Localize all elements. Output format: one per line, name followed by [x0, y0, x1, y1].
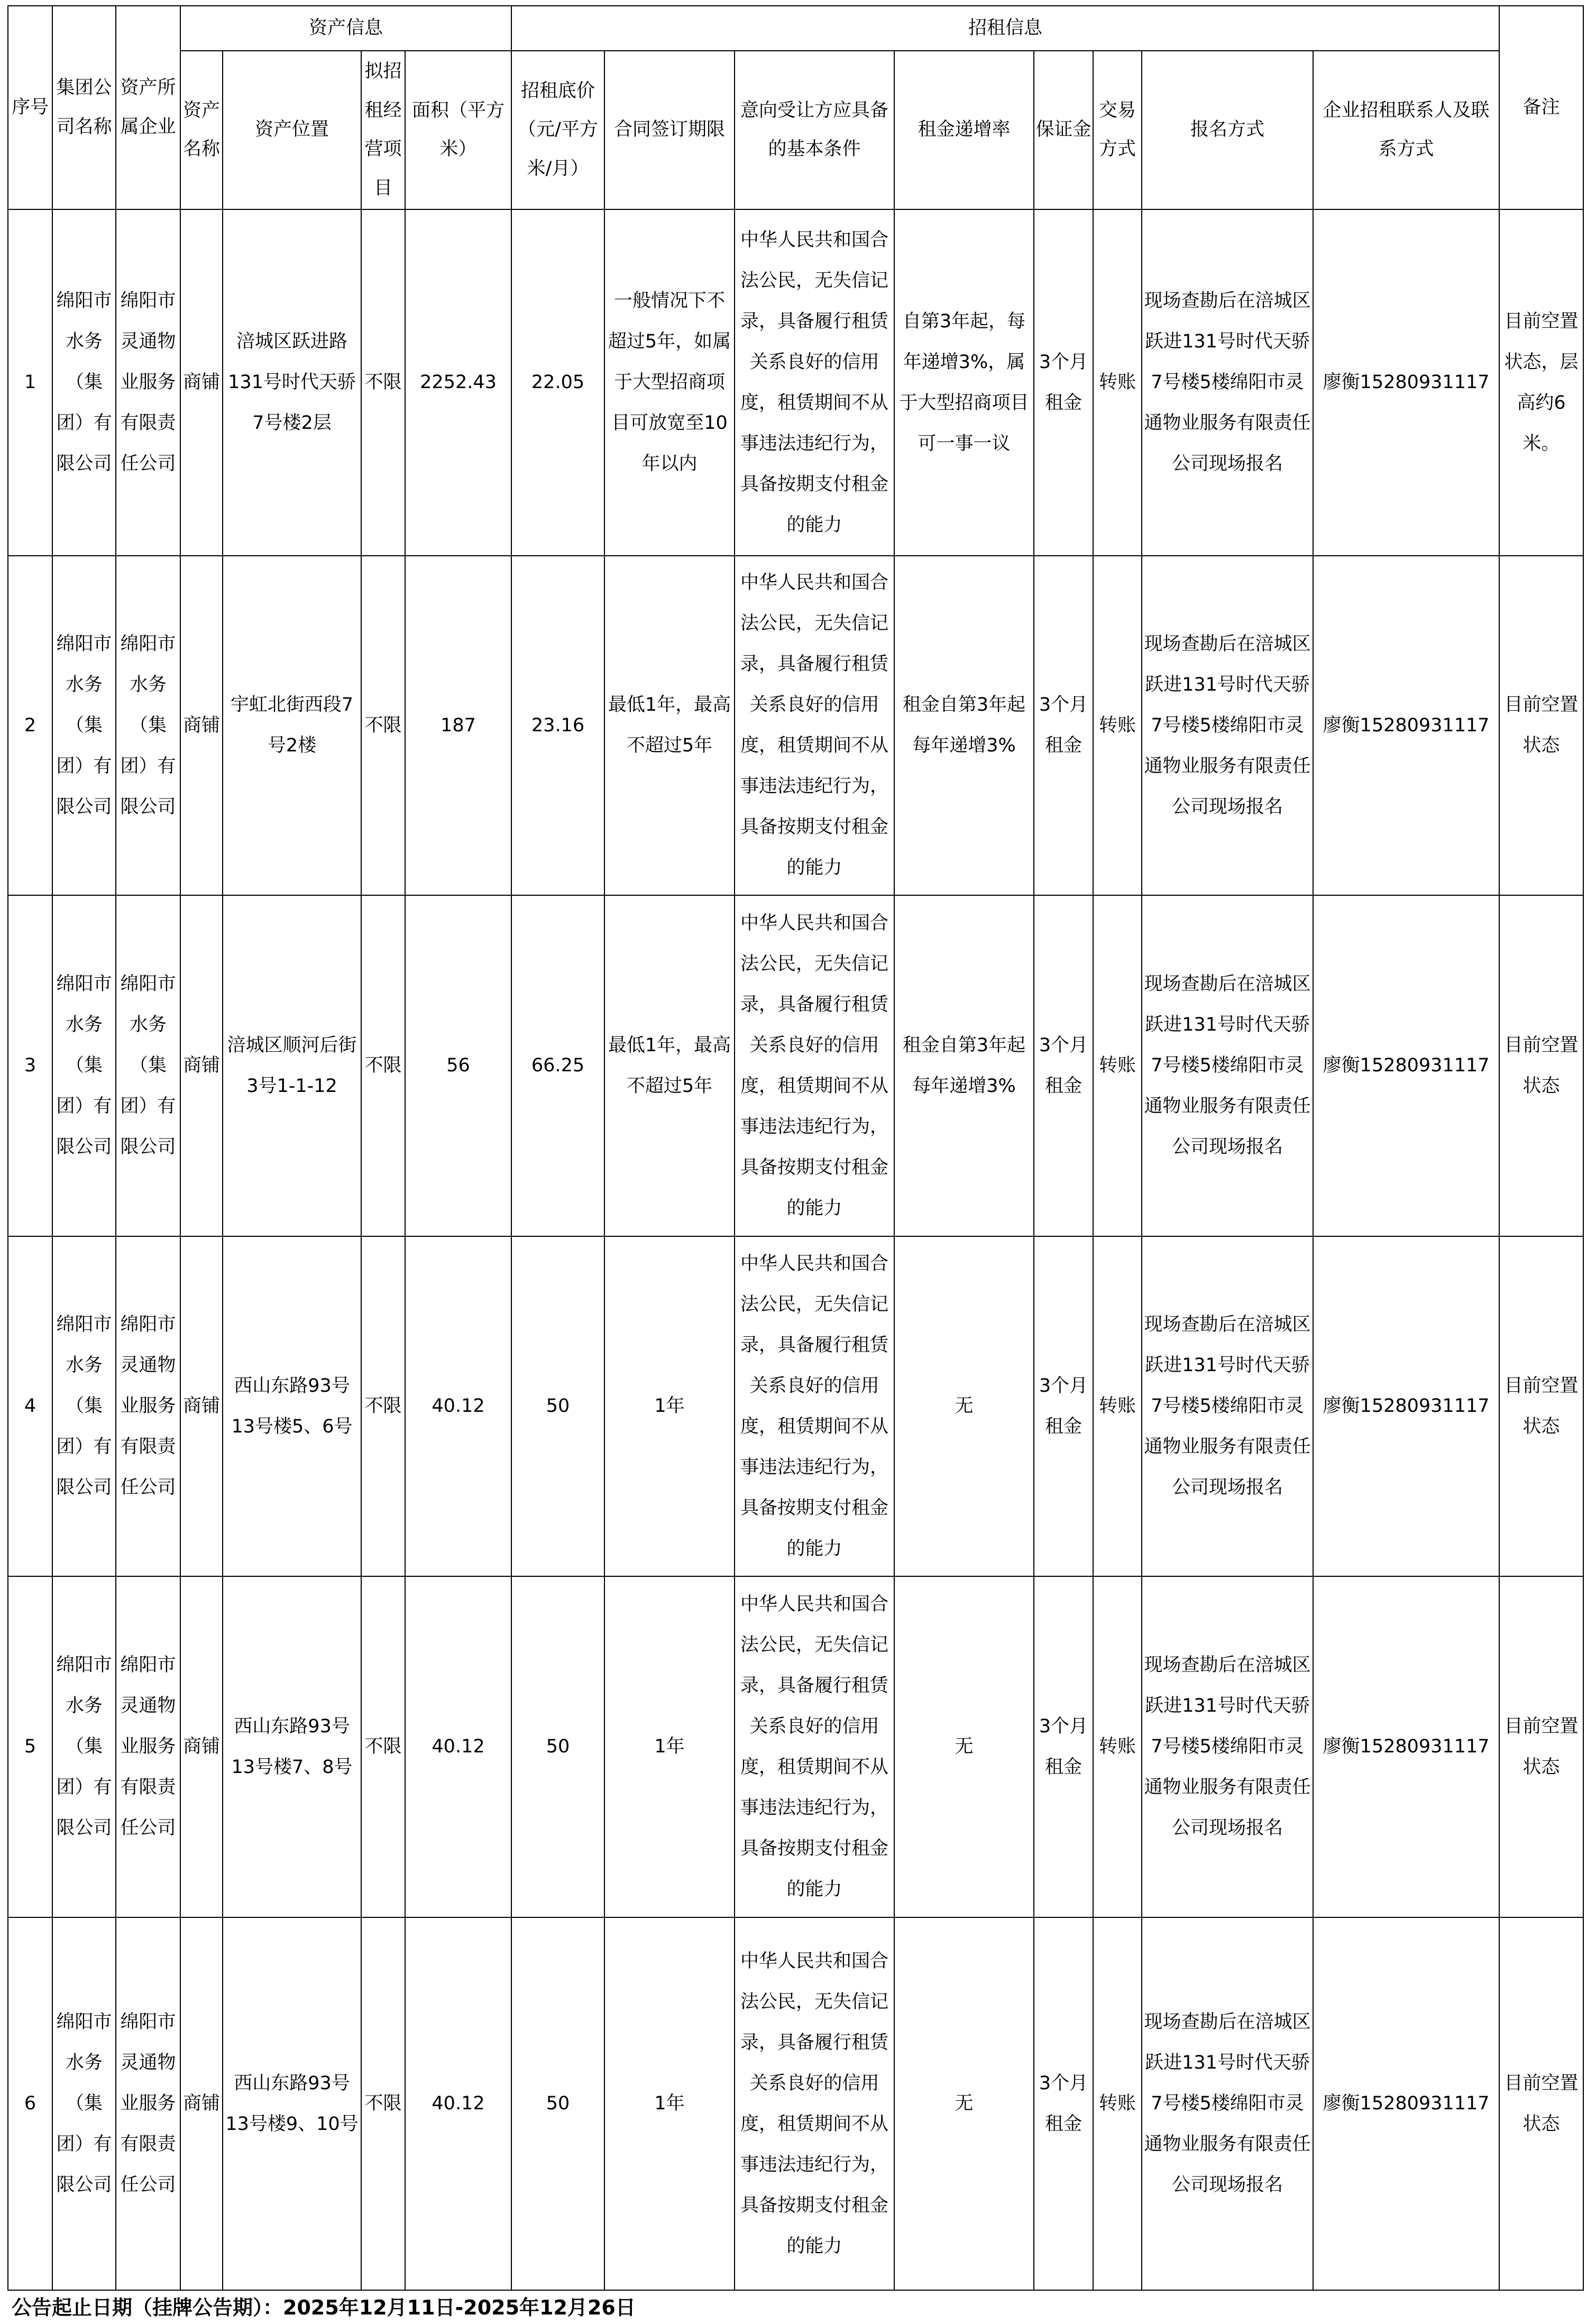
cell-contract-term: 1年 [604, 1917, 735, 2290]
cell-group-company: 绵阳市水务（集团）有限公司 [52, 209, 116, 556]
cell-deposit: 3个月租金 [1034, 556, 1093, 895]
cell-owner-enterprise: 绵阳市水务（集团）有限公司 [116, 556, 180, 895]
header-group-company: 集团公司名称 [52, 6, 116, 209]
cell-serial: 1 [8, 209, 52, 556]
cell-transaction-method: 转账 [1093, 1236, 1142, 1576]
header-contact: 企业招租联系人及联系方式 [1313, 51, 1499, 209]
table-row [8, 556, 1583, 895]
cell-serial: 6 [8, 1917, 52, 2290]
cell-basic-conditions: 中华人民共和国合法公民，无失信记录，具备履行租赁关系良好的信用度，租赁期间不从事违法违纪行为，具备按期支付租金的能力 [735, 556, 894, 895]
notice-period-text: 公告起止日期（挂牌公告期）：2025年12月11日-2025年12月26日 [12, 2296, 636, 2319]
cell-remarks: 目前空置状态 [1499, 1236, 1583, 1576]
cell-asset-location: 西山东路93号13号楼7、8号 [223, 1576, 361, 1917]
header-registration-method: 报名方式 [1142, 51, 1313, 209]
cell-basic-conditions: 中华人民共和国合法公民，无失信记录，具备履行租赁关系良好的信用度，租赁期间不从事违法违纪行为，具备按期支付租金的能力 [735, 1917, 894, 2290]
table-row [8, 1917, 1583, 2290]
cell-transaction-method: 转账 [1093, 1576, 1142, 1917]
cell-deposit: 3个月租金 [1034, 1576, 1093, 1917]
cell-rent-increase-rate: 无 [894, 1917, 1034, 2290]
cell-deposit: 3个月租金 [1034, 895, 1093, 1236]
cell-base-price: 50 [511, 1236, 604, 1576]
header-area: 面积（平方米） [405, 51, 511, 209]
cell-asset-name: 商铺 [180, 895, 223, 1236]
cell-planned-business: 不限 [361, 209, 405, 556]
table-row [8, 209, 1583, 556]
cell-group-company: 绵阳市水务（集团）有限公司 [52, 1236, 116, 1576]
cell-planned-business: 不限 [361, 1917, 405, 2290]
cell-remarks: 目前空置状态 [1499, 1917, 1583, 2290]
cell-planned-business: 不限 [361, 1576, 405, 1917]
cell-asset-location: 涪城区跃进路131号时代天骄7号楼2层 [223, 209, 361, 556]
cell-contact: 廖衡15280931117 [1313, 1576, 1499, 1917]
cell-contact: 廖衡15280931117 [1313, 556, 1499, 895]
cell-basic-conditions: 中华人民共和国合法公民，无失信记录，具备履行租赁关系良好的信用度，租赁期间不从事违法违纪行为，具备按期支付租金的能力 [735, 1236, 894, 1576]
cell-group-company: 绵阳市水务（集团）有限公司 [52, 556, 116, 895]
cell-owner-enterprise: 绵阳市灵通物业服务有限责任公司 [116, 209, 180, 556]
cell-asset-name: 商铺 [180, 1236, 223, 1576]
header-planned-business: 拟招租经营项目 [361, 51, 405, 209]
cell-rent-increase-rate: 自第3年起，每年递增3%，属于大型招商项目可一事一议 [894, 209, 1034, 556]
header-base-price: 招租底价（元/平方米/月） [511, 51, 604, 209]
cell-rent-increase-rate: 无 [894, 1576, 1034, 1917]
cell-contact: 廖衡15280931117 [1313, 209, 1499, 556]
cell-planned-business: 不限 [361, 556, 405, 895]
cell-transaction-method: 转账 [1093, 1917, 1142, 2290]
cell-basic-conditions: 中华人民共和国合法公民，无失信记录，具备履行租赁关系良好的信用度，租赁期间不从事违法违纪行为，具备按期支付租金的能力 [735, 895, 894, 1236]
cell-registration-method: 现场查勘后在涪城区跃进131号时代天骄7号楼5楼绵阳市灵通物业服务有限责任公司现场报名 [1142, 1917, 1313, 2290]
cell-area: 56 [405, 895, 511, 1236]
table-row [8, 1236, 1583, 1576]
cell-contract-term: 最低1年，最高不超过5年 [604, 556, 735, 895]
cell-serial: 3 [8, 895, 52, 1236]
header-transaction-method: 交易方式 [1093, 51, 1142, 209]
cell-contact: 廖衡15280931117 [1313, 895, 1499, 1236]
cell-registration-method: 现场查勘后在涪城区跃进131号时代天骄7号楼5楼绵阳市灵通物业服务有限责任公司现场报名 [1142, 1576, 1313, 1917]
cell-basic-conditions: 中华人民共和国合法公民，无失信记录，具备履行租赁关系良好的信用度，租赁期间不从事违法违纪行为，具备按期支付租金的能力 [735, 209, 894, 556]
cell-contract-term: 一般情况下不超过5年，如属于大型招商项目可放宽至10年以内 [604, 209, 735, 556]
cell-planned-business: 不限 [361, 895, 405, 1236]
cell-asset-name: 商铺 [180, 1576, 223, 1917]
cell-contract-term: 1年 [604, 1576, 735, 1917]
cell-owner-enterprise: 绵阳市灵通物业服务有限责任公司 [116, 1917, 180, 2290]
cell-area: 40.12 [405, 1917, 511, 2290]
cell-deposit: 3个月租金 [1034, 1917, 1093, 2290]
cell-base-price: 22.05 [511, 209, 604, 556]
cell-group-company: 绵阳市水务（集团）有限公司 [52, 895, 116, 1236]
cell-contract-term: 最低1年，最高不超过5年 [604, 895, 735, 1236]
cell-area: 40.12 [405, 1236, 511, 1576]
header-serial: 序号 [8, 6, 52, 209]
cell-serial: 2 [8, 556, 52, 895]
cell-contact: 廖衡15280931117 [1313, 1917, 1499, 2290]
cell-owner-enterprise: 绵阳市灵通物业服务有限责任公司 [116, 1236, 180, 1576]
cell-remarks: 目前空置状态 [1499, 556, 1583, 895]
cell-area: 40.12 [405, 1576, 511, 1917]
cell-basic-conditions: 中华人民共和国合法公民，无失信记录，具备履行租赁关系良好的信用度，租赁期间不从事违法违纪行为，具备按期支付租金的能力 [735, 1576, 894, 1917]
cell-remarks: 目前空置状态 [1499, 1576, 1583, 1917]
cell-serial: 4 [8, 1236, 52, 1576]
table-row [8, 1576, 1583, 1917]
cell-group-company: 绵阳市水务（集团）有限公司 [52, 1576, 116, 1917]
cell-base-price: 23.16 [511, 556, 604, 895]
header-asset-info-group: 资产信息 [180, 6, 511, 51]
cell-registration-method: 现场查勘后在涪城区跃进131号时代天骄7号楼5楼绵阳市灵通物业服务有限责任公司现场报名 [1142, 209, 1313, 556]
cell-base-price: 66.25 [511, 895, 604, 1236]
header-contract-term: 合同签订期限 [604, 51, 735, 209]
cell-registration-method: 现场查勘后在涪城区跃进131号时代天骄7号楼5楼绵阳市灵通物业服务有限责任公司现场报名 [1142, 1236, 1313, 1576]
header-owner-enterprise: 资产所属企业 [116, 6, 180, 209]
cell-transaction-method: 转账 [1093, 209, 1142, 556]
cell-transaction-method: 转账 [1093, 556, 1142, 895]
header-rent-increase-rate: 租金递增率 [894, 51, 1034, 209]
cell-deposit: 3个月租金 [1034, 209, 1093, 556]
cell-base-price: 50 [511, 1576, 604, 1917]
cell-asset-name: 商铺 [180, 209, 223, 556]
header-group-row [8, 6, 1583, 51]
cell-rent-increase-rate: 租金自第3年起每年递增3% [894, 556, 1034, 895]
cell-area: 2252.43 [405, 209, 511, 556]
cell-asset-location: 西山东路93号13号楼9、10号 [223, 1917, 361, 2290]
cell-planned-business: 不限 [361, 1236, 405, 1576]
cell-rent-increase-rate: 租金自第3年起每年递增3% [894, 895, 1034, 1236]
cell-remarks: 目前空置状态，层高约6米。 [1499, 209, 1583, 556]
header-sub-row [8, 51, 1583, 209]
cell-rent-increase-rate: 无 [894, 1236, 1034, 1576]
cell-asset-name: 商铺 [180, 1917, 223, 2290]
rental-announcement-table [7, 5, 1584, 2291]
cell-group-company: 绵阳市水务（集团）有限公司 [52, 1917, 116, 2290]
header-deposit: 保证金 [1034, 51, 1093, 209]
header-asset-location: 资产位置 [223, 51, 361, 209]
cell-owner-enterprise: 绵阳市灵通物业服务有限责任公司 [116, 1576, 180, 1917]
cell-base-price: 50 [511, 1917, 604, 2290]
cell-asset-location: 宇虹北街西段7号2楼 [223, 556, 361, 895]
cell-registration-method: 现场查勘后在涪城区跃进131号时代天骄7号楼5楼绵阳市灵通物业服务有限责任公司现场报名 [1142, 556, 1313, 895]
cell-transaction-method: 转账 [1093, 895, 1142, 1236]
cell-owner-enterprise: 绵阳市水务（集团）有限公司 [116, 895, 180, 1236]
cell-registration-method: 现场查勘后在涪城区跃进131号时代天骄7号楼5楼绵阳市灵通物业服务有限责任公司现场报名 [1142, 895, 1313, 1236]
table-row [8, 895, 1583, 1236]
cell-serial: 5 [8, 1576, 52, 1917]
cell-remarks: 目前空置状态 [1499, 895, 1583, 1236]
cell-contact: 廖衡15280931117 [1313, 1236, 1499, 1576]
cell-asset-name: 商铺 [180, 556, 223, 895]
header-basic-conditions: 意向受让方应具备的基本条件 [735, 51, 894, 209]
header-rental-info-group: 招租信息 [511, 6, 1499, 51]
cell-asset-location: 西山东路93号13号楼5、6号 [223, 1236, 361, 1576]
cell-contract-term: 1年 [604, 1236, 735, 1576]
cell-area: 187 [405, 556, 511, 895]
header-remarks: 备注 [1499, 6, 1583, 209]
cell-asset-location: 涪城区顺河后街3号1-1-12 [223, 895, 361, 1236]
cell-deposit: 3个月租金 [1034, 1236, 1093, 1576]
header-asset-name: 资产名称 [180, 51, 223, 209]
